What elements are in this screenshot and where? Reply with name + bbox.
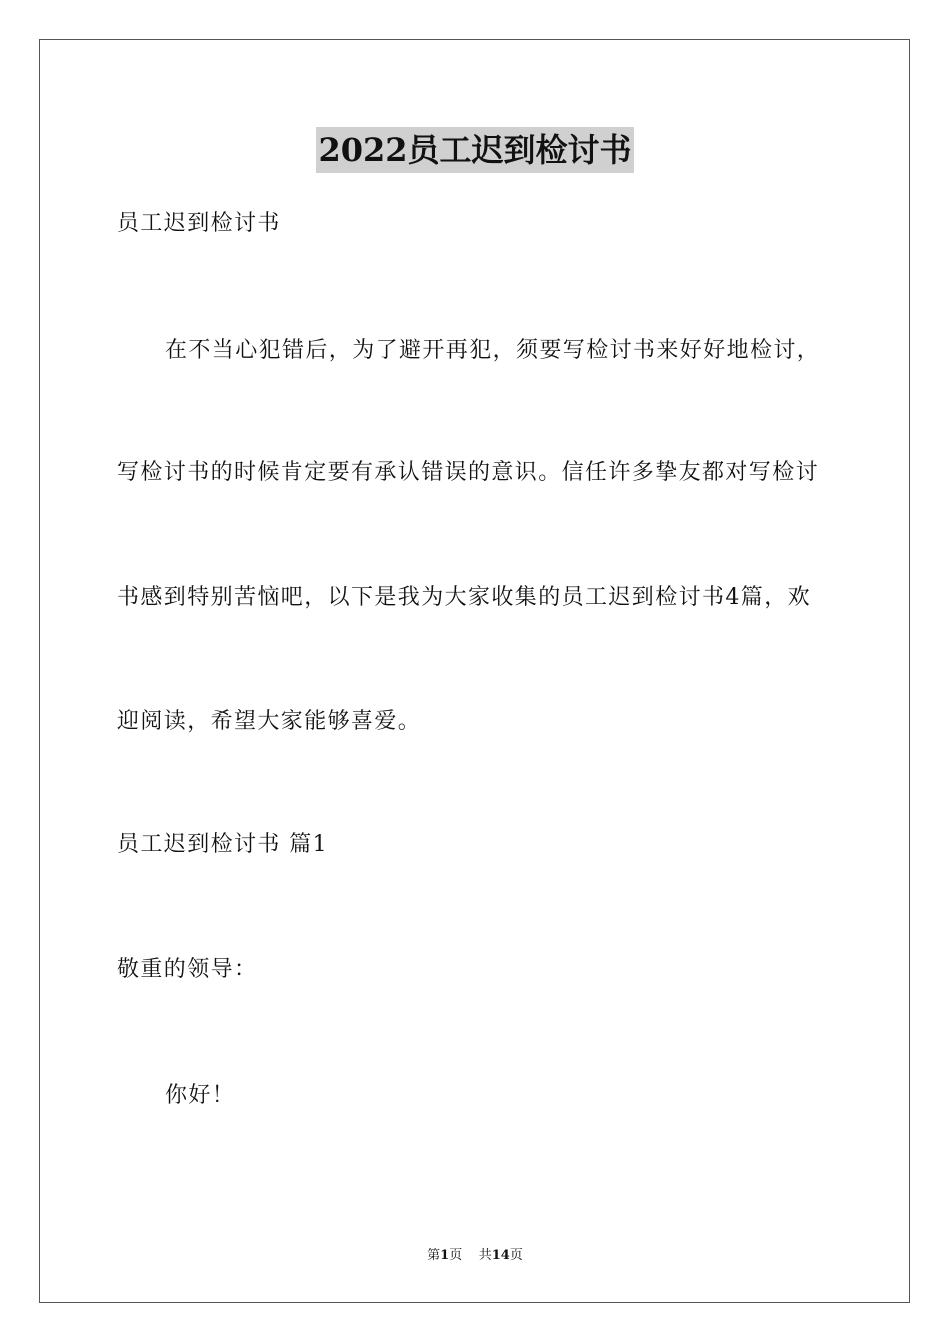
document-title: 2022员工迟到检讨书	[316, 127, 633, 173]
section-heading: 员工迟到检讨书 篇1	[117, 832, 328, 857]
page-footer	[0, 1247, 950, 1265]
salutation: 敬重的领导：	[117, 957, 258, 982]
intro-line-2: 写检讨书的时候肯定要有承认错误的意识。信任许多挚友都对写检讨	[117, 460, 820, 485]
intro-line-4: 迎阅读，希望大家能够喜爱。	[117, 709, 422, 734]
total-label-prefix: 共	[478, 1248, 492, 1263]
intro-line-1: 在不当心犯错后，为了避开再犯，须要写检讨书来好好地检讨，	[165, 338, 821, 363]
document-subtitle: 员工迟到检讨书	[117, 211, 281, 236]
total-pages: 14	[491, 1248, 510, 1263]
page-label-suffix: 页	[449, 1248, 463, 1263]
page-number: 1	[440, 1248, 450, 1263]
total-label-suffix: 页	[509, 1248, 523, 1263]
title-container	[0, 127, 950, 173]
intro-line-3: 书感到特别苦恼吧，以下是我为大家收集的员工迟到检讨书4篇，欢	[117, 585, 811, 610]
page-label-prefix: 第	[427, 1248, 441, 1263]
greeting: 你好！	[165, 1083, 236, 1108]
